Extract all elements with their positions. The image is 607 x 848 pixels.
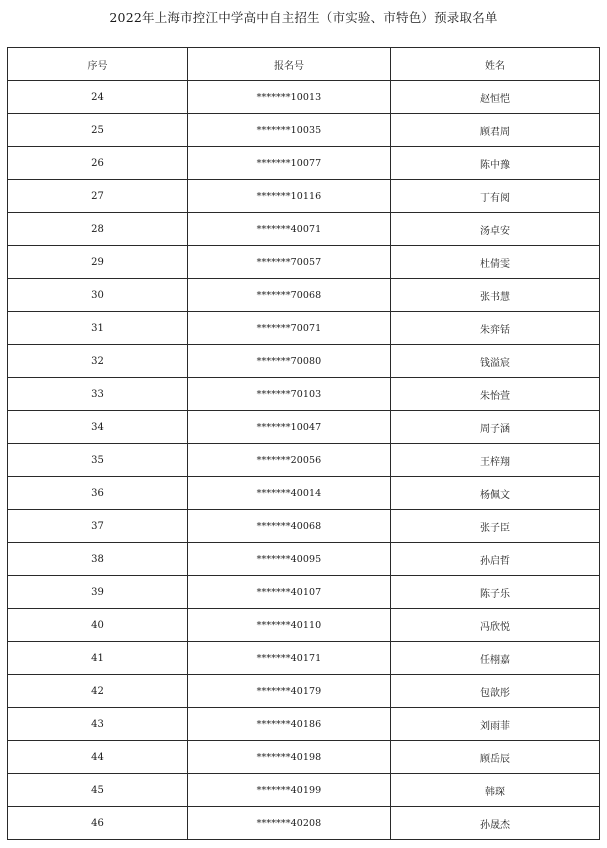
row-number-cell: 26: [8, 147, 188, 180]
student-name-cell: 钱溢宸: [391, 345, 600, 378]
student-name-cell: 朱怡萱: [391, 378, 600, 411]
row-number-cell: 43: [8, 708, 188, 741]
student-name-cell: 张书慧: [391, 279, 600, 312]
row-number-cell: 32: [8, 345, 188, 378]
table-row: [8, 246, 600, 279]
registration-id-cell: *******40107: [188, 576, 391, 609]
student-name-cell: 包歆彤: [391, 675, 600, 708]
registration-id-cell: *******40186: [188, 708, 391, 741]
table-row: [8, 477, 600, 510]
student-name-cell: 陈子乐: [391, 576, 600, 609]
row-number-cell: 24: [8, 81, 188, 114]
row-number-cell: 40: [8, 609, 188, 642]
table-row: [8, 213, 600, 246]
table-row: [8, 312, 600, 345]
row-number-cell: 41: [8, 642, 188, 675]
registration-id-cell: *******20056: [188, 444, 391, 477]
registration-id-cell: *******40068: [188, 510, 391, 543]
registration-id-cell: *******40199: [188, 774, 391, 807]
student-name-cell: 顾君周: [391, 114, 600, 147]
student-name-cell: 冯欣悦: [391, 609, 600, 642]
student-name-cell: 杨佩文: [391, 477, 600, 510]
registration-id-cell: *******40179: [188, 675, 391, 708]
student-name-cell: 赵恒恺: [391, 81, 600, 114]
table-row: [8, 444, 600, 477]
student-name-cell: 朱弈铦: [391, 312, 600, 345]
column-header-name: 姓名: [391, 48, 600, 81]
registration-id-cell: *******40171: [188, 642, 391, 675]
registration-id-cell: *******40198: [188, 741, 391, 774]
student-name-cell: 刘雨菲: [391, 708, 600, 741]
registration-id-cell: *******10047: [188, 411, 391, 444]
student-name-cell: 顾岳辰: [391, 741, 600, 774]
registration-id-cell: *******40208: [188, 807, 391, 840]
row-number-cell: 36: [8, 477, 188, 510]
row-number-cell: 46: [8, 807, 188, 840]
student-name-cell: 汤卓安: [391, 213, 600, 246]
row-number-cell: 42: [8, 675, 188, 708]
student-name-cell: 丁有阅: [391, 180, 600, 213]
admission-list-table: [7, 47, 600, 840]
table-row: [8, 642, 600, 675]
table-row: [8, 675, 600, 708]
row-number-cell: 28: [8, 213, 188, 246]
row-number-cell: 29: [8, 246, 188, 279]
registration-id-cell: *******70080: [188, 345, 391, 378]
row-number-cell: 34: [8, 411, 188, 444]
table-row: [8, 147, 600, 180]
table-body: [8, 81, 600, 840]
row-number-cell: 30: [8, 279, 188, 312]
table-row: [8, 510, 600, 543]
registration-id-cell: *******40071: [188, 213, 391, 246]
column-header-number: 序号: [8, 48, 188, 81]
row-number-cell: 45: [8, 774, 188, 807]
table-row: [8, 81, 600, 114]
column-header-registration-id: 报名号: [188, 48, 391, 81]
table-row: [8, 345, 600, 378]
student-name-cell: 任栩嘉: [391, 642, 600, 675]
table-row: [8, 180, 600, 213]
student-name-cell: 韩琛: [391, 774, 600, 807]
row-number-cell: 44: [8, 741, 188, 774]
registration-id-cell: *******40095: [188, 543, 391, 576]
registration-id-cell: *******10035: [188, 114, 391, 147]
row-number-cell: 27: [8, 180, 188, 213]
table-row: [8, 609, 600, 642]
row-number-cell: 38: [8, 543, 188, 576]
table-row: [8, 411, 600, 444]
row-number-cell: 35: [8, 444, 188, 477]
registration-id-cell: *******70071: [188, 312, 391, 345]
table-row: [8, 279, 600, 312]
student-name-cell: 王梓翔: [391, 444, 600, 477]
registration-id-cell: *******10116: [188, 180, 391, 213]
row-number-cell: 31: [8, 312, 188, 345]
registration-id-cell: *******10013: [188, 81, 391, 114]
registration-id-cell: *******70103: [188, 378, 391, 411]
table-header-row: [8, 48, 600, 81]
registration-id-cell: *******40110: [188, 609, 391, 642]
student-name-cell: 杜倩雯: [391, 246, 600, 279]
table-row: [8, 774, 600, 807]
table-row: [8, 807, 600, 840]
table-row: [8, 741, 600, 774]
table-row: [8, 543, 600, 576]
row-number-cell: 25: [8, 114, 188, 147]
table-row: [8, 576, 600, 609]
student-name-cell: 孙晟杰: [391, 807, 600, 840]
student-name-cell: 陈中豫: [391, 147, 600, 180]
student-name-cell: 孙启哲: [391, 543, 600, 576]
table-row: [8, 708, 600, 741]
student-name-cell: 周子涵: [391, 411, 600, 444]
row-number-cell: 33: [8, 378, 188, 411]
registration-id-cell: *******70057: [188, 246, 391, 279]
student-name-cell: 张子臣: [391, 510, 600, 543]
registration-id-cell: *******70068: [188, 279, 391, 312]
row-number-cell: 39: [8, 576, 188, 609]
table-row: [8, 378, 600, 411]
table-row: [8, 114, 600, 147]
row-number-cell: 37: [8, 510, 188, 543]
document-title: 2022年上海市控江中学高中自主招生（市实验、市特色）预录取名单: [109, 10, 498, 25]
registration-id-cell: *******10077: [188, 147, 391, 180]
registration-id-cell: *******40014: [188, 477, 391, 510]
